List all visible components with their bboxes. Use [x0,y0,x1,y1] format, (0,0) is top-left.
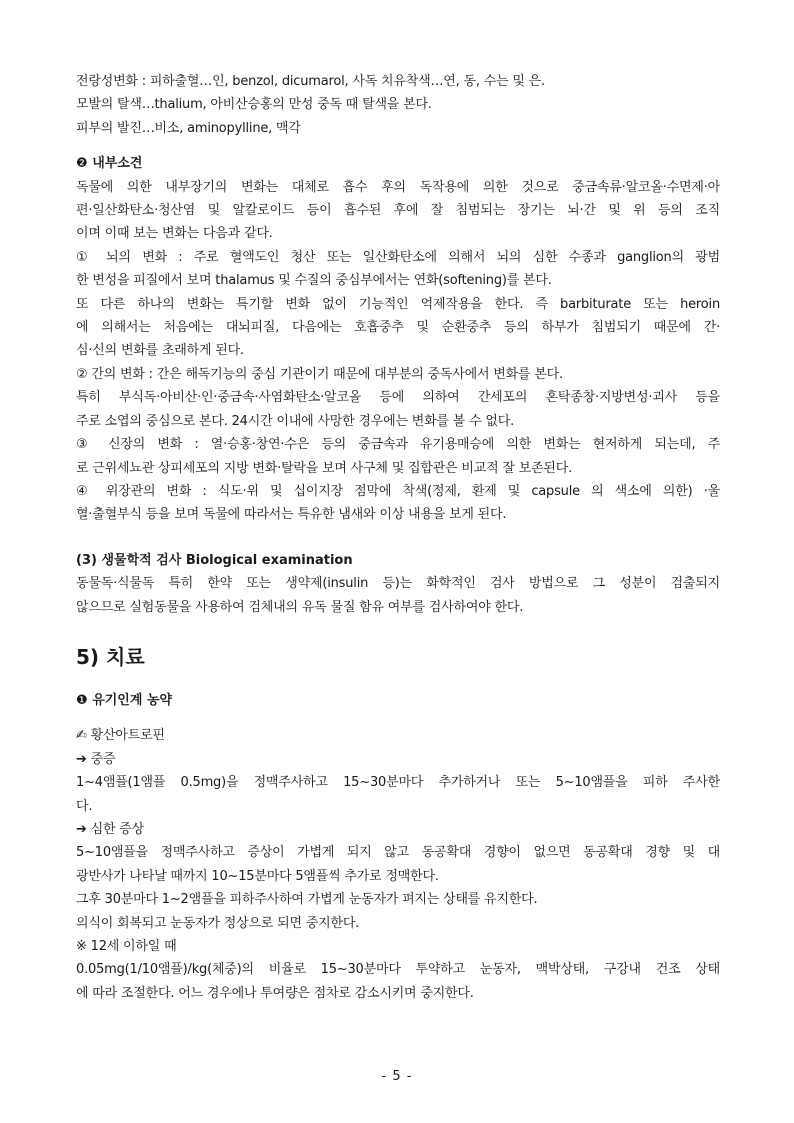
para-line: 동물독·식물독 특히 한약 또는 생약제(insulin 등)는 화학적인 검사 방법으로 그 성분이 검출되지 [76,576,720,592]
circled-number-1-icon: ❶ [76,692,88,708]
biological-exam-heading: (3) 생물학적 검사 Biological examination [76,552,353,568]
internal-findings-heading [76,152,720,175]
para-line: 편·일산화탄소·청산염 및 알칼로이드 등이 흡수된 후에 잘 침범되는 장기는 뇌·간 및 위 등의 조직 [76,203,720,219]
intro-line: 모발의 탈색…thalium, 아비산승홍의 만성 중독 때 탈색을 본다. [76,97,432,113]
para-line: ① 뇌의 변화 : 주로 혈액도인 청산 또는 일산화탄소에 의해서 뇌의 심한 수종과 ganglion의 광범 [76,249,720,265]
para-line: 혈·출혈부식 등을 보며 독물에 따라서는 특유한 냄새와 이상 내용을 보게 된다. [76,507,507,523]
para-line: ③ 신장의 변화 : 열·승홍·창연·수은 등의 중금속과 유기용매승에 의한 변화는 현저하게 되는데, 주 [76,437,720,453]
child-line: 0.05mg(1/10앰플)/kg(체중)의 비율로 15~30분마다 투약하고 눈동자, 맥박상태, 구강내 건조 상태 [76,962,720,978]
para-line: 이며 이때 보는 변화는 다음과 같다. [76,226,273,242]
para-line: 또 다른 하나의 변화는 특기할 변화 없이 기능적인 억제작용을 한다. 즉 barbiturate 또는 heroin [76,296,720,312]
para-line: 독물에 의한 내부장기의 변화는 대체로 흡수 후의 독작용에 의한 것으로 중금속류·알코올·수면제·아 [76,179,720,195]
intro-line: 피부의 발진…비소, aminopylline, 맥각 [76,120,301,136]
severe-line: 의식이 회복되고 눈동자가 정상으로 되면 중지한다. [76,915,360,931]
internal-findings-paragraph [76,176,720,527]
circled-number-2-icon: ❷ [76,156,88,172]
page-number: - 5 - [381,1069,413,1084]
severe-label: ➔ 심한 증상 [76,821,144,837]
para-line: 특히 부식독·아비산·인·중금속·사염화탄소·알코올 등에 의하여 간세포의 혼탁종창·지방변성·괴사 등을 [76,390,720,406]
child-label: ※ 12세 이하일 때 [76,939,177,954]
para-line: 주로 소엽의 중심으로 본다. 24시간 이내에 사망한 경우에는 변화를 볼 수 없다. [76,413,515,429]
document-page [76,70,720,1005]
heading-text: 유기인계 농약 [92,692,173,708]
para-line: ④ 위장관의 변화 : 식도·위 및 십이지장 점막에 착색(정제, 환제 및 capsule 의 색소에 의한) ·울 [76,483,720,499]
intro-block [76,70,720,140]
para-line: 에 의해서는 처음에는 대뇌피질, 다음에는 호흡중추 및 순환중추 등의 하부가 침범되기 때문에 간· [76,320,720,336]
intro-line: 전랑성변화 : 피하출혈…인, benzol, dicumarol, 사독 치유착색…연, 동, 수는 및 은. [76,74,545,89]
para-line: 한 변성을 피질에서 보며 thalamus 및 수질의 중심부에서는 연화(softening)를 본다. [76,273,552,289]
moderate-line: 다. [76,798,93,814]
writing-hand-icon: ✍ [76,728,87,744]
section-title: 5) 치료 [76,644,145,669]
drug-name-line [76,724,720,747]
para-line: 심·신의 변화를 초래하게 된다. [76,343,244,359]
child-line: 에 따라 조절한다. 어느 경우에나 투여량은 점차로 감소시키며 중지한다. [76,985,474,1001]
para-line: 않으므로 실험동물을 사용하여 검체내의 유독 물질 함유 여부를 검사하여야 한다. [76,599,524,615]
drug-name: 황산아트로핀 [90,728,165,744]
severe-line: 광반사가 나타날 때까지 10~15분마다 5앰플씩 추가로 정맥한다. [76,868,439,884]
treatment-section-header [76,635,720,679]
moderate-line: 1~4앰플(1앰플 0.5mg)을 정맥주사하고 15~30분마다 추가하거나 또는 5~10앰플을 피하 주사한 [76,775,720,791]
severe-line: 5~10앰플을 정맥주사하고 증상이 가볍게 되지 않고 동공확대 경향이 없으면 동공확대 경향 및 대 [76,845,720,861]
para-line: ② 간의 변화 : 간은 해독기능의 중심 기관이기 때문에 대부분의 중독사에서 변화를 본다. [76,366,563,382]
para-line: 로 근위세뇨관 상피세포의 지방 변화·탈락을 보며 사구체 및 집합관은 비교적 잘 보존된다. [76,460,573,476]
organophosphate-heading [76,689,720,712]
biological-exam-paragraph [76,572,720,619]
severe-line: 그후 30분마다 1~2앰플을 피하주사하여 가볍게 눈동자가 펴지는 상태를 유지한다. [76,892,538,908]
moderate-label: ➔ 중증 [76,751,116,767]
heading-text: 내부소견 [92,156,143,172]
